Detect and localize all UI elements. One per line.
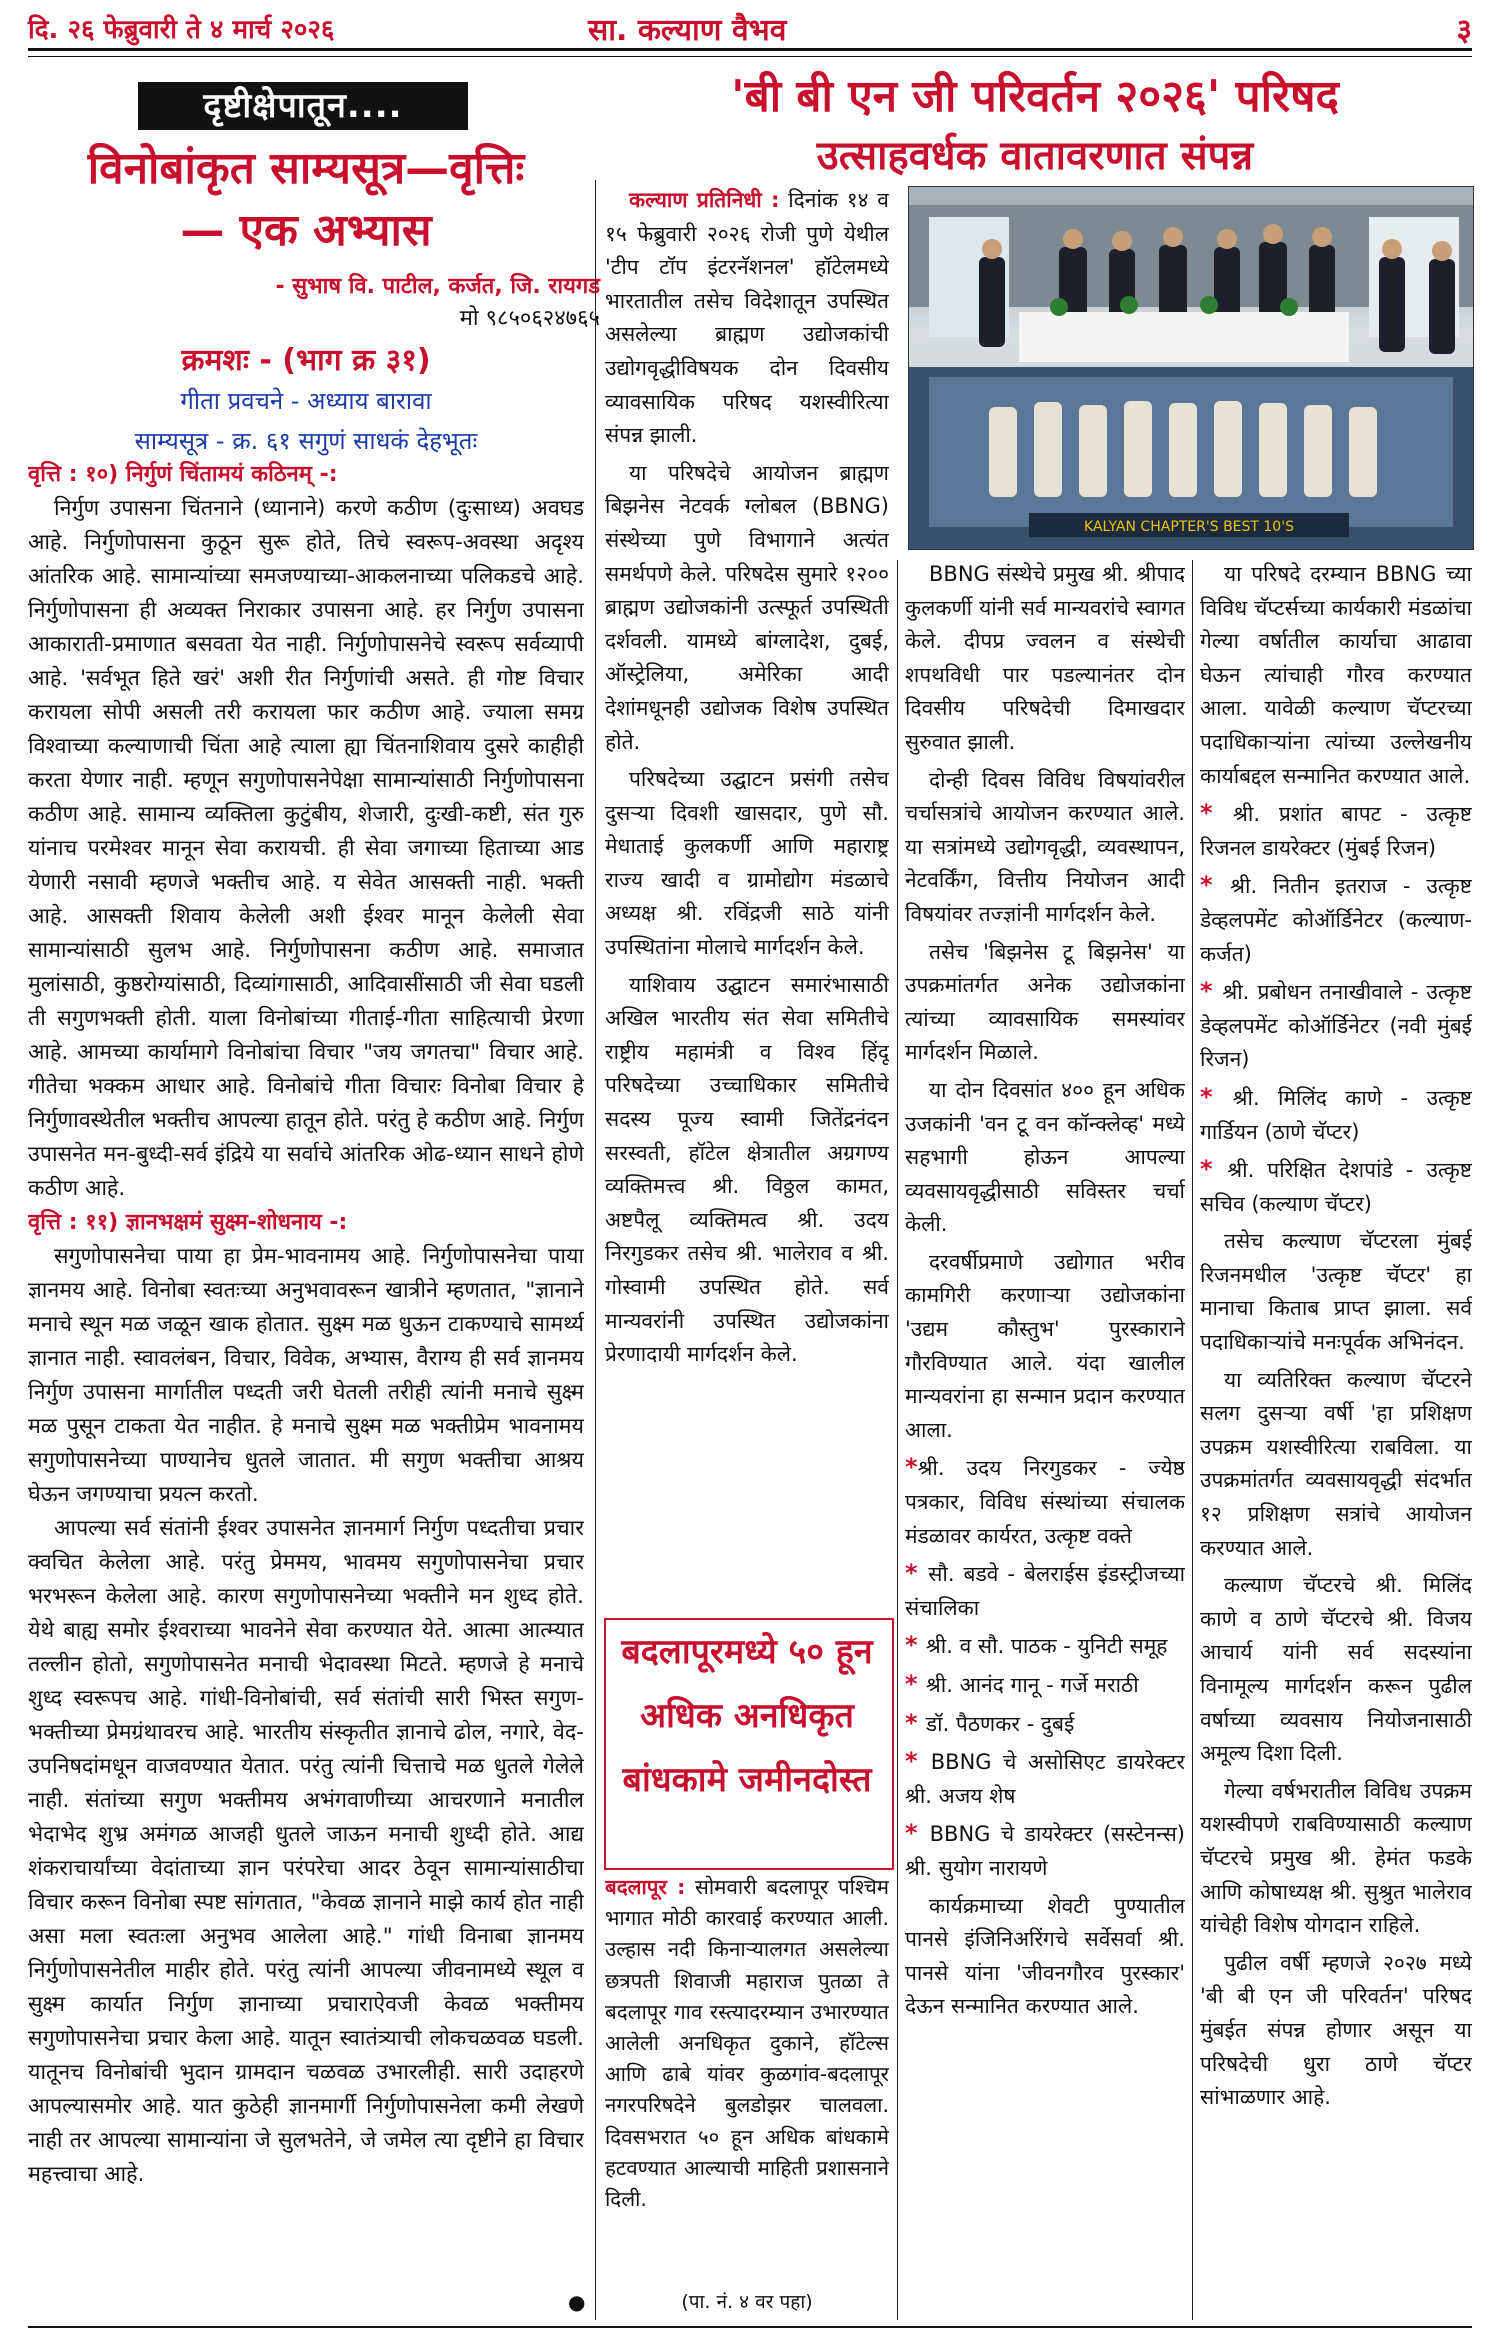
continued-note: (पा. नं. ४ वर पहा) [681,2291,813,2313]
main-article-col3 [1200,558,1472,2328]
event-photo [908,186,1474,550]
awardee-item: * सौ. बडवे - बेलराईस इंडस्ट्रीजच्या संचालिका [905,1559,1185,1620]
article-title-line1: विनोबांकृत साम्यसूत्र—वृत्तिः [87,143,525,194]
event-photo-illustration [909,187,1473,549]
star-icon: * [1200,799,1234,828]
paragraph: दोन्ही दिवस विविध विषयांवरील चर्चासत्रांचे आयोजन करण्यात आले. या सत्रांमध्ये उद्योगवृद्धी, व्यवस्थापन, नेटवर्किंग, वित्तीय नियोजन आदी विषयांवर तज्ज्ञांनी मार्गदर्शन केले. [905,767,1185,926]
awardee-item: * BBNG चे डायरेक्टर (सस्टेनन्स) श्री. सुयोग नारायणे [905,1819,1185,1880]
article-subtitle-2: साम्यसूत्र - क्र. ६१ सगुणं साधकं देहभूतः [134,427,478,455]
awardee-item: * BBNG चे असोसिएट डायरेक्टर श्री. अजय शेष [905,1747,1185,1808]
page-header [28,8,1472,51]
paragraph: कार्यक्रमाच्या शेवटी पुण्यातील पानसे इंजिनिअरिंगचे सर्वेसर्वा श्री. पानसे यांना 'जीवनगौरव पुरस्कार' देऊन सन्मानित करण्यात आले. [905,1893,1185,2019]
footer-rule [28,2326,1472,2328]
column-divider [595,180,596,2320]
paragraph: तसेच 'बिझनेस टू बिझनेस' या उपक्रमांतर्गत अनेक उद्योजकांना त्यांच्या व्यावसायिक समस्यांवर मार्गदर्शन मिळाले. [905,939,1185,1065]
honoree-item: * श्री. मिलिंद काणे - उत्कृष्ट गार्डियन (ठाणे चॅप्टर) [1200,1082,1472,1144]
honoree-item: * श्री. परिक्षित देशपांडे - उत्कृष्ट सचिव (कल्याण चॅप्टर) [1200,1155,1472,1216]
author-phone: मो ९८५०६२४७६५ [459,306,600,331]
main-headline: 'बी बी एन जी परिवर्तन २०२६' परिषद [731,71,1339,122]
paragraph: कल्याण चॅप्टरचे श्री. मिलिंद काणे व ठाणे चॅप्टरचे श्री. विजय आचार्य यांनी सर्व सदस्यांना विनामूल्य मार्गदर्शन करून पुढील वर्षाच्या व्यवसाय नियोजनासाठी अमूल्य दिशा दिली. [1200,1573,1472,1766]
star-icon: * [905,1453,918,1482]
box-dateline: बदलापूर : [605,1875,686,1899]
honoree-item: * श्री. प्रशांत बापट - उत्कृष्ट रिजनल डायरेक्टर (मुंबई रिजन) [1200,799,1472,860]
series-part: क्रमशः - (भाग क्र ३१) [181,343,431,378]
paragraph: दरवर्षीप्रमाणे उद्योगात भरीव कामगिरी करणाऱ्या उद्योजकांना 'उद्यम कौस्तुभ' पुरस्काराने गौरविण्यात आले. यंदा खालील मान्यवरांना हा सन्मान प्रदान करण्यात आला. [905,1249,1185,1442]
article-title-line2: — एक अभ्यास [180,205,432,256]
star-icon: * [905,1559,929,1588]
paragraph: याशिवाय उद्घाटन समारंभासाठी अखिल भारतीय संत सेवा समितीचे राष्ट्रीय महामंत्री व विश्व हिंदू परिषदेच्या उच्चाधिकार समितीचे सदस्य पूज्य स्वामी जितेंद्रनंदन सरस्वती, हॉटेल क्षेत्रातील अग्रगण्य व्यक्तिमत्त्व श्री. विठ्ठल कामत, अष्टपैलू व्यक्तिमत्व श्री. उदय निरगुडकर तसेच श्री. भालेराव व श्री. गोस्वामी उपस्थित होते. सर्व मान्यवरांनी उपस्थित उद्योजकांना प्रेरणादायी मार्गदर्शन केले. [605,972,889,1367]
article-subtitle: गीता प्रवचने - अध्याय बारावा [180,387,432,415]
paragraph: आपल्या सर्व संतांनी ईश्वर उपासनेत ज्ञानमार्ग निर्गुण पध्दतीचा प्रचार क्वचित केलेला आहे. परंतु प्रेममय, भावमय सगुणोपासनेचा प्रचार भरभरून केलेला आहे. कारण सगुणोपासनेच्या भक्तीने मन शुध्द होते. येथे बाह्य समोर ईश्वराच्या भावनेने सेवा करण्यात येते. आत्मा आत्म्यात तल्लीन होतो, सगुणोपासनेत मनाची भेदावस्था मिटते. म्हणजे हे मनाचे शुध्द स्वरूपच आहे. गांधी-विनोबांची, सर्व संतांची सारी भिस्त सगुण-भक्तीच्या प्रेमग्रंथावरच आहे. भारतीय संस्कृतीत ज्ञानाचे ढोल, नगारे, वेद-उपनिषदांमधून वाजवण्यात येतात. परंतु त्यांनी चित्ताचे मळ धुतले गेलेले नाही. संतांच्या सगुण भक्तीमय अभंगवाणीच्या आचरणाने मनातील भेदाभेद शुभ्र अमंगळ आजही धुतले जाऊन मनाची शुध्दी होते. आद्य शंकराचार्यांच्या वेदांताच्या ज्ञान परंपरेचा आदर ठेवून सामान्यांसाठीचा विचार करून विनोबा स्पष्ट सांगतात, "केवळ ज्ञानाने माझे कार्य होत नाही असा मला स्वतःला अनुभव आलेला आहे." गांधी विनाबा ज्ञानमय निर्गुणोपासनेतील माहीर होते. परंतु त्यांनी आपल्या जीवनामध्ये स्थूल व सुक्ष्म कार्यात निर्गुण ज्ञानाच्या प्रचाराऐवजी केवळ भक्तीमय सगुणोपासनेचा प्रचार केला आहे. यातून स्वातंत्र्याची लोकचळवळ घडली. यातूनच विनोबांची भुदान ग्रामदान चळवळ उभारलीही. सारी उदाहरणे आपल्यासमोर आहे. यात कुठेही ज्ञानमार्गी निर्गुणोपासनेला कमी लेखणे नाही तर आपल्या सामान्यांना जे सुलभतेने, जे जमेल त्या दृष्टीने हा विचार महत्त्वाचा आहे. [28,1516,584,2187]
paragraph: या परिषदे दरम्यान BBNG च्या विविध चॅप्टर्सच्या कार्यकारी मंडळांचा गेल्या वर्षातील कार्याचा आढावा घेऊन त्यांचाही गौरव करण्यात आला. यावेळी कल्याण चॅप्टरच्या पदाधिकाऱ्यांना त्यांच्या उल्लेखनीय कार्याबद्दल सन्मानित करण्यात आले. [1200,562,1472,788]
paragraph [605,184,889,453]
paragraph-text: दिनांक १४ व १५ फेब्रुवारी २०२६ रोजी पुणे येथील 'टीप टॉप इंटरनॅशनल' हॉटेलमध्ये भारतातील तसेच विदेशातून उपस्थित असलेल्या ब्राह्मण उद्योजकांची उद्योगवृद्धीविषयक दोन दिवसीय व्यावसायिक परिषद यशस्वीरित्या संपन्न झाली. [605,188,889,448]
article-body [28,458,584,2318]
main-subheadline: उत्साहवर्धक वातावरणात संपन्न [816,133,1254,179]
paragraph: निर्गुण उपासना चिंतनाने (ध्यानाने) करणे कठीण (दुःसाध्य) अवघड आहे. निर्गुणोपासना कुठून सुरू होते, तिचे स्वरूप-अवस्था अदृश्य आंतरिक आहे. सामान्यांच्या समजण्याच्या-आकलनाच्या पलिकडचे आहे. निर्गुणोपासना ही अव्यक्त निराकार उपासना आहे. हर निर्गुण उपासना आकाराती-प्रमाणात बसवता येत नाही. निर्गुणोपासनेचे स्वरूप सर्वव्यापी आहे. 'सर्वभूत हिते खरं' अशी रीत निर्गुणांची असते. ही गोष्ट विचार करायला सोपी असली तरी करायला फार कठीण आहे. ज्याला समग्र विश्वाच्या कल्याणाची चिंता आहे त्याला ह्या चिंतनाशिवाय दुसरे काहीही करता येणार नाही. म्हणून सगुणोपासनेपेक्षा सामान्यांसाठी निर्गुणोपासना कठीण आहे. सामान्य व्यक्तिला कुटुंबीय, शेजारी, दुःखी-कष्टी, संत गुरु यांनाच परमेश्वर मानून सेवा करायची. ही सेवा जगाच्या हिताच्या आड येणारी नसावी म्हणजे भक्तीच आहे. य सेवेत आसक्ती नाही. भक्ती आहे. आसक्ती शिवाय केलेली अशी ईश्वर मानून केलेली सेवा सामान्यांसाठी सुलभ आहे. निर्गुणोपासना कठीण आहे. समाजात मुलांसाठी, कुष्ठरोग्यांसाठी, दिव्यांगासाठी, आदिवासींसाठी जी सेवा घडली ती सगुणभक्ती होती. याला विनोबांच्या गीताई-गीता साहित्याची प्रेरणा आहे. आमच्या कार्यामागे विनोबांचा विचार "जय जगतचा" विचार आहे. गीतेचा भक्कम आधार आहे. विनोबांचे गीता विचारः विनोबा विचार हे निर्गुणावस्थेतील भक्तीच आपल्या हातून होते. परंतु हे कठीण आहे. निर्गुण उपासनेत मन-बुध्दी-सर्व इंद्रिये या सर्वाचे आंतरिक ओढ-ध्यान साधने होणे कठीण आहे. [28,496,584,1201]
header-divider [28,56,1472,57]
article-author: - सुभाष वि. पाटील, कर्जत, जि. रायगड [275,274,600,299]
star-icon: * [905,1708,926,1737]
star-icon: * [1200,871,1231,900]
paragraph: तसेच कल्याण चॅप्टरला मुंबई रिजनमधील 'उत्कृष्ट चॅप्टर' हा मानाचा किताब प्राप्त झाला. सर्व पदाधिकाऱ्यांचे मनःपूर्वक अभिनंदन. [1200,1229,1472,1355]
photo-banner: KALYAN CHAPTER'S BEST 10'S [1084,519,1294,535]
star-icon: * [1200,977,1223,1006]
paragraph: BBNG संस्थेचे प्रमुख श्री. श्रीपाद कुलकर्णी यांनी सर्व मान्यवरांचे स्वागत केले. दीपप्र ज्वलन व संस्थेची शपथविधी पार पडल्यानंतर दोन दिवसीय परिषदेची दिमाखदार सुरुवात झाली. [905,562,1185,754]
paragraph: गेल्या वर्षभरातील विविध उपक्रम यशस्वीपणे राबविण्यासाठी कल्याण चॅप्टरचे प्रमुख श्री. हेमंत फडके आणि कोषाध्यक्ष श्री. सुश्रुत भालेराव यांचेही विशेष योगदान राहिले. [1200,1778,1472,1938]
awardee-item: * श्री. व सौ. पाठक - युनिटी समूह [905,1631,1168,1660]
main-article-col1 [605,184,889,1584]
star-icon: * [905,1747,931,1776]
star-icon: * [905,1670,926,1698]
paragraph: या परिषदेचे आयोजन ब्राह्मण बिझनेस नेटवर्क ग्लोबल (BBNG) संस्थेच्या पुणे विभागाने अत्यंत समर्थपणे केले. परिषदेस सुमारे १२०० ब्राह्मण उद्योजकांनी उत्स्फूर्त उपस्थिती दर्शवली. यामध्ये बांग्लादेश, दुबई, ऑस्ट्रेलिया, अमेरिका आदी देशांमधूनही उद्योजक विशेष उपस्थित होते. [605,460,889,754]
star-icon: * [905,1819,930,1848]
end-mark: ● [568,2290,586,2314]
column-divider [1192,560,1193,2320]
issue-date: दि. २६ फेब्रुवारी ते ४ मार्च २०२६ [28,15,335,45]
newspaper-name: सा. कल्याण वैभव [588,13,787,48]
awardee-item: *श्री. उदय निरगुडकर - ज्येष्ठ पत्रकार, विविध संस्थांच्या संचालक मंडळावर कार्यरत, उत्कृष्ट वक्ते [905,1453,1185,1548]
honoree-item: * श्री. नितीन इतराज - उत्कृष्ट डेव्हलपमेंट कोऑर्डिनेटर (कल्याण-कर्जत) [1200,871,1472,966]
paragraph: पुढील वर्षी म्हणजे २०२७ मध्ये 'बी बी एन जी परिवर्तन' परिषद मुंबईत संपन्न होणार असून या परिषदेची धुरा ठाणे चॅप्टर सांभाळणार आहे. [1200,1950,1472,2110]
paragraph: सगुणोपासनेचा पाया हा प्रेम-भावनामय आहे. निर्गुणोपासनेचा पाया ज्ञानमय आहे. विनोबा स्वतःच्या अनुभवावरून खात्रीने म्हणतात, "ज्ञानाने मनाचे स्थून मळ जळून खाक होतात. सुक्ष्म मळ धुऊन टाकण्याचे सामर्थ्य ज्ञानात नाही. स्वावलंबन, विचार, विवेक, अभ्यास, वैराग्य ही सर्व ज्ञानमय निर्गुण उपासना मार्गातील पध्दती जरी घेतली तरीही त्यांनी मनाचे सुक्ष्म मळ पुसून टाकता येत नाहीत. हे मनाचे सुक्ष्म मळ भक्तीप्रेम भावनामय सगुणोपासनेच्या पाण्यानेच धुतले जातात. मी सगुण भक्तीचा आश्रय घेऊन जगण्याचा प्रयत्न करतो. [28,1244,584,1507]
vritti-10-heading: वृत्ति : १०) निर्गुणं चिंतामयं कठिनम् -: [28,462,338,487]
honoree-item: * श्री. प्रबोधन तनाखीवाले - उत्कृष्ट डेव्हलपमेंट कोऑर्डिनेटर (नवी मुंबई रिजन) [1200,977,1472,1072]
paragraph: या दोन दिवसांत ४०० हून अधिक उजकांनी 'वन टू वन कॉन्क्लेव्ह' मध्ये सहभागी होऊन आपल्या व्यवसायवृद्धीसाठी सविस्तर चर्चा केली. [905,1077,1185,1237]
page-number: ३ [1456,13,1472,48]
awardee-item: * श्री. आनंद गानू - गर्जे मराठी [905,1670,1139,1698]
box-headline: बदलापूरमध्ये ५० हून अधिक अनधिकृत बांधकामे जमीनदोस्त [621,1632,873,1800]
paragraph: या व्यतिरिक्त कल्याण चॅप्टरने सलग दुसऱ्या वर्षी 'हा प्रशिक्षण उपक्रम यशस्वीरित्या राबविला. या उपक्रमांतर्गत व्यवसायवृद्धी संदर्भात १२ प्रशिक्षण सत्रांचे आयोजन करण्यात आले. [1200,1367,1472,1560]
dateline: कल्याण प्रतिनिधी : [629,188,780,212]
vritti-11-heading: वृत्ति : ११) ज्ञानभक्षमं सुक्ष्म-शोधनाय -: [28,1210,348,1235]
box-text: सोमवारी बदलापूर पश्चिम भागात मोठी कारवाई करण्यात आली. उल्हास नदी किनाऱ्यालगत असलेल्या छत्रपती शिवाजी महाराज पुतळा ते बदलापूर गाव रस्त्यादरम्यान उभारण्यात आलेली अनधिकृत दुकाने, हॉटेल्स आणि ढाबे यांवर कुळगांव-बदलापूर नगरपरिषदेने बुलडोझर चालवला. दिवसभरात ५० हून अधिक बांधकामे हटवण्यात आल्याची माहिती प्रशासनाने दिली. [605,1875,889,2212]
star-icon: * [905,1631,926,1660]
article-title [28,138,584,262]
main-article-col2 [905,558,1185,2328]
star-icon: * [1200,1082,1233,1111]
section-kicker: दृष्टीक्षेपातून.... [138,82,468,130]
column-divider [897,560,898,2320]
box-body [605,1872,889,2312]
awardee-item: * डॉ. पैठणकर - दुबई [905,1708,1075,1737]
paragraph: परिषदेच्या उद्घाटन प्रसंगी तसेच दुसऱ्या दिवशी खासदार, पुणे सौ. मेधाताई कुलकर्णी आणि महाराष्ट्र राज्य खादी व ग्रामोद्योग मंडळाचे अध्यक्ष श्री. रविंद्रजी साठे यांनी उपस्थितांना मोलाचे मार्गदर्शन केले. [605,767,889,960]
star-icon: * [1200,1155,1228,1184]
